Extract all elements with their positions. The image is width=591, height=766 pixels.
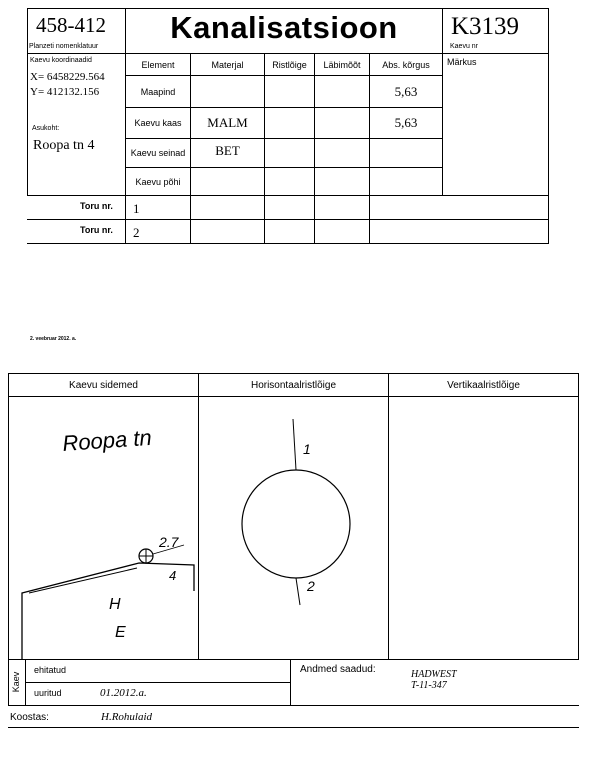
- site-sketch: [9, 397, 198, 659]
- table-row-abs-korgus: 5,63: [394, 83, 418, 99]
- manhole-circle: [242, 470, 350, 578]
- coordinates-label: Kaevu koordinaadid: [30, 57, 92, 64]
- pipe-line-2: [296, 578, 300, 605]
- table-row-abs-korgus: 5,63: [394, 115, 418, 130]
- sketch-dimension-b: 4: [169, 568, 177, 583]
- column-header-markus: Märkus: [447, 57, 477, 67]
- pipe-number: 2: [133, 225, 140, 240]
- coordinate-x: X= 6458229.564: [30, 71, 105, 83]
- date-stamp: 2. veebruar 2012. a.: [30, 336, 77, 342]
- data-source-value-1: HADWEST: [411, 669, 457, 680]
- panel-title-vertikaal: Vertikaalristlõige: [447, 379, 520, 391]
- sheet-caption: Planzeti nomenklatuur: [29, 43, 99, 50]
- table-row-element: Kaevu põhi: [135, 176, 181, 187]
- table-row-materjal: BET: [215, 143, 240, 158]
- uuritud-label: uuritud: [34, 688, 62, 698]
- manhole-symbol-icon: [139, 549, 153, 563]
- panel-title-kaevu-sidemed: Kaevu sidemed: [69, 379, 138, 391]
- sheet-number: 458-412: [36, 13, 106, 37]
- pipe-label: Toru nr.: [80, 201, 113, 211]
- data-source-value-2: T-11-347: [411, 680, 447, 691]
- sketch-dimension-a: 2.7: [159, 534, 179, 550]
- table-row-materjal: MALM: [207, 115, 248, 130]
- coordinate-y: Y= 412132.156: [30, 86, 100, 98]
- sketch-house-label-a: H: [109, 596, 121, 613]
- location-value: Roopa tn 4: [33, 138, 95, 153]
- pipe-line-1: [293, 419, 296, 470]
- column-header-labimoot: Läbimõõt: [323, 59, 361, 70]
- compiled-label: Koostas:: [10, 712, 49, 723]
- column-header-element: Element: [141, 59, 175, 70]
- location-label: Asukoht:: [32, 125, 60, 132]
- well-caption: Kaevu nr: [450, 43, 479, 50]
- uuritud-value: 01.2012.a.: [100, 687, 147, 699]
- horizontal-section-sketch: [199, 397, 388, 659]
- column-header-ristloige: Ristlõige: [272, 59, 307, 70]
- ehitatud-label: ehitatud: [34, 665, 67, 675]
- data-source-label: Andmed saadud:: [300, 664, 376, 675]
- kaev-label: Kaev: [11, 671, 21, 693]
- page-title: Kanalisatsioon: [170, 10, 398, 45]
- well-id: K3139: [451, 13, 520, 40]
- column-header-abs-korgus: Abs. kõrgus: [382, 59, 430, 70]
- table-row-element: Kaevu seinad: [130, 148, 186, 158]
- column-header-materjal: Materjal: [211, 59, 244, 70]
- sketch-street-label: Roopa tn: [61, 424, 153, 456]
- pipe-label: Toru nr.: [80, 225, 113, 235]
- panel-title-horisontaal: Horisontaalristlõige: [250, 379, 337, 391]
- pipe-label-1: 1: [303, 441, 311, 457]
- table-row-element: Kaevu kaas: [134, 118, 182, 128]
- compiled-value: H.Rohulaid: [101, 711, 153, 723]
- pipe-label-2: 2: [307, 578, 315, 594]
- table-row-element: Maapind: [140, 86, 176, 97]
- sketch-house-label-b: E: [115, 624, 126, 641]
- pipe-number: 1: [133, 201, 140, 216]
